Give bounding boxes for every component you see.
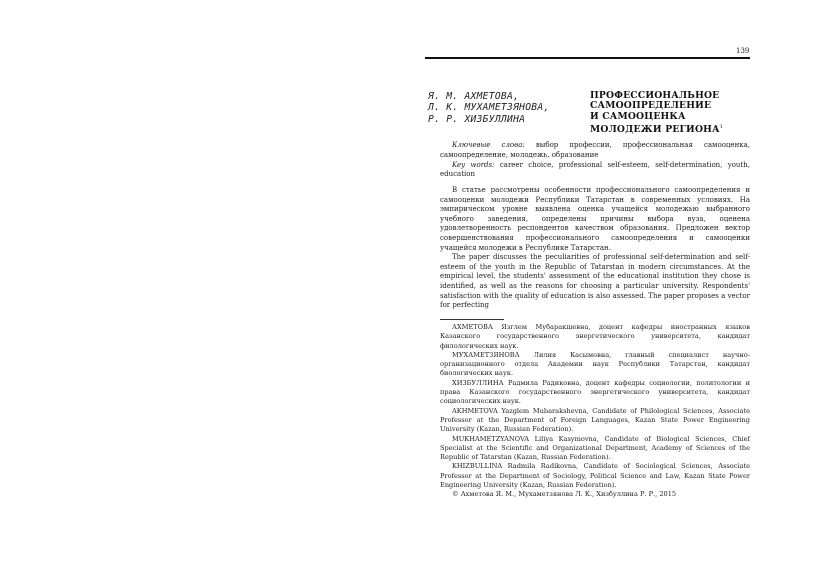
keywords-en-text: career choice, professional self-esteem, self-determination, youth, education (440, 160, 750, 179)
keywords-ru (440, 141, 750, 161)
keywords-ru-text: выбор профессии, профессиональная самооценка, самоопределение, молодежь, образование (440, 141, 751, 159)
author-name: Я. М. АХМЕТОВА, (428, 91, 520, 102)
keywords-ru-label: Ключевые слова: (452, 141, 525, 149)
article-title (590, 91, 750, 136)
author-name: Р. Р. ХИЗБУЛЛИНА (428, 113, 526, 125)
title-line: И САМООЦЕНКА (590, 110, 686, 122)
title-line: МОЛОДЕЖИ РЕГИОНА (590, 124, 720, 136)
title-line: ПРОФЕССИОНАЛЬНОЕ (590, 90, 720, 101)
author-notes (440, 323, 750, 500)
title-line: САМООПРЕДЕЛЕНИЕ (590, 100, 712, 112)
author-note: ХИЗБУЛЛИНА Радмила Радиковна, доцент кафедры социологии, политологии и права Казанского государственного энергетического университета, кандидат социологических наук. (440, 378, 750, 406)
author-note: АХМЕТОВА Язглем Мубаракшевна, доцент кафедры иностранных языков Казанского государственного энергетического университета, кандидат филологических наук. (440, 323, 750, 350)
page-number: 139 (736, 47, 750, 55)
abstract-block (440, 186, 750, 311)
author-list (428, 91, 588, 125)
copyright-line: © Ахметова Я. М., Мухаметзянова Л. К., Хизбуллина Р. Р., 2015 (452, 490, 677, 499)
abstract-en: The paper discusses the peculiarities of professional self-determination and self-esteem of the youth in the Republic of Tatarstan in modern circumstances. At the empirical level, the students' assessment of the educational institution they chose is identified, as well as the reasons for choosing a particular university. Respondents' satisfaction with the quality of education is also assessed. The paper proposes a vector for perfecting (440, 253, 750, 310)
author-note: МУХАМЕТЗЯНОВА Лилия Касымовна, главный специалист научно-организационного отдела Академии наук Республики Татарстан, кандидат биологических наук. (440, 350, 750, 378)
author-note: KHIZBULLINA Radmila Radikovna, Candidate of Sociological Sciences, Associate Professor at the Department of Sociology, Political Science and Law, Kazan State Power Engineering University (Kazan, Russian Federation). (440, 462, 750, 490)
footnote-rule (440, 319, 504, 320)
title-footnote-mark: 1 (719, 124, 724, 131)
author-note: AKHMETOVA Yazglem Mubarakshevna, Candidate of Philological Sciences, Associate Professor at the Department of Foreign Languages, Kazan State Power Engineering University (Kazan, Russian Federation). (440, 406, 750, 434)
author-note: MUKHAMETZYANOVA Liliya Kasymovna, Candidate of Biological Sciences, Chief Specialist at the Scientific and Organizational Department, Academy of Sciences of the Republic of Tatarstan (Kazan, Russian Federation). (440, 434, 750, 462)
author-name: Л. К. МУХАМЕТЗЯНОВА, (428, 102, 550, 114)
keywords-en (440, 161, 750, 181)
abstract-ru: В статье рассмотрены особенности профессионального самоопределения и самооценки молодежи Республики Татарстан в современных условиях. На эмпирическом уровне выявлена оценка учащейся молодежью выбранного учебного заведения, определены причины выбора вуза, оценена удовлетворенность респондентов качеством образования. Предложен вектор совершенствования профессионального самоопределения и самооценки учащейся молодежи в Республике Татарстан. (440, 186, 750, 252)
keywords-block (440, 141, 750, 180)
header-rule (425, 57, 750, 59)
keywords-en-label: Key words: (452, 160, 495, 169)
